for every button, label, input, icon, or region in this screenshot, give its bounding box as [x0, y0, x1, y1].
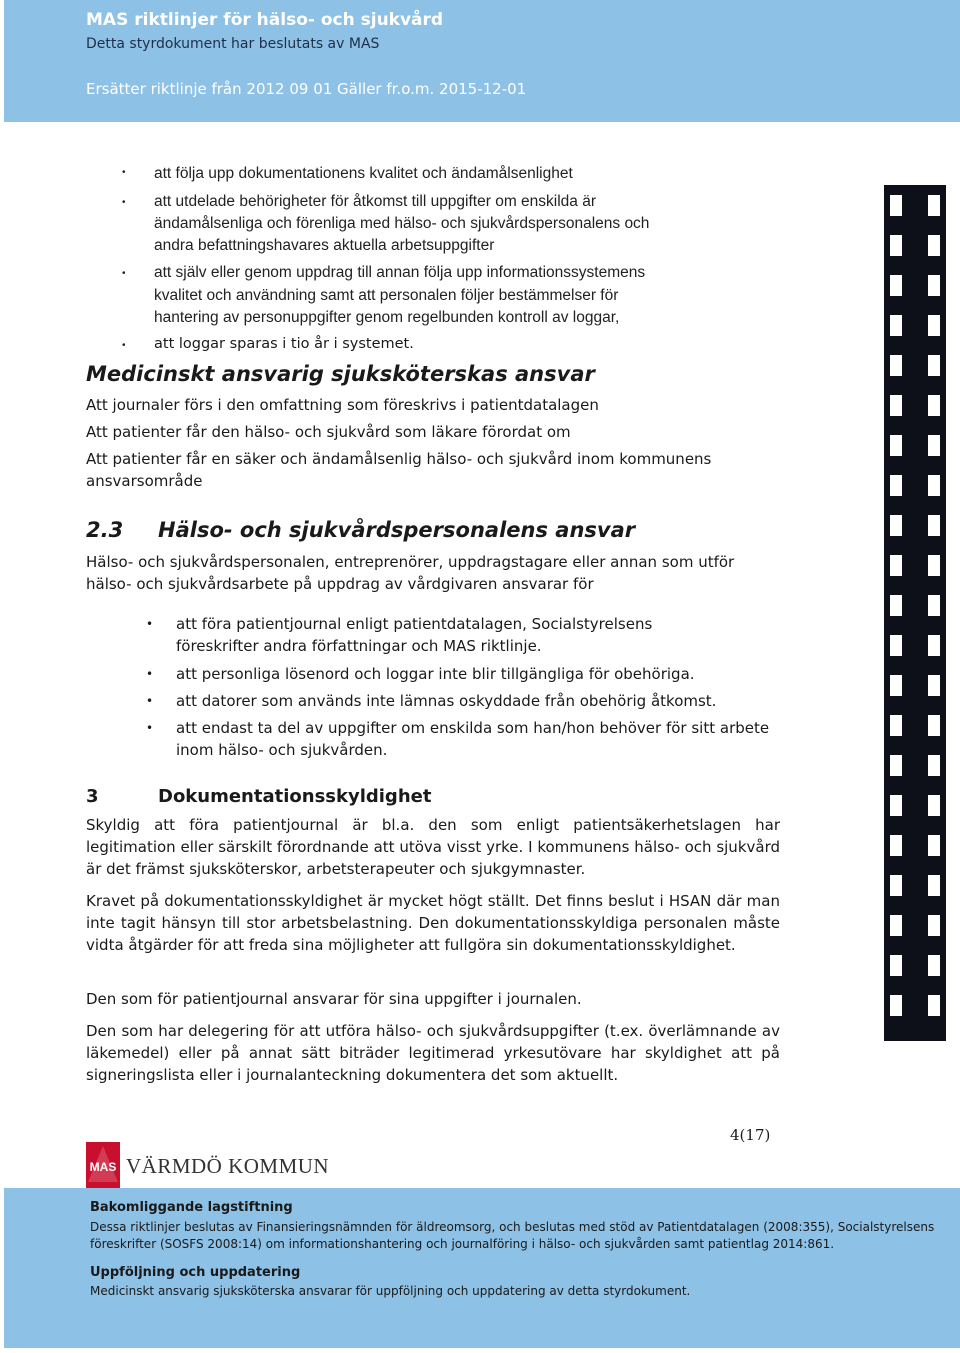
bullet-dot: • [146, 667, 154, 681]
paragraph: Den som har delegering för att utföra hälso- och sjukvårdsuppgifter (t.ex. överlämnande av läkemedel) eller på annat sätt biträder legitimerad yrkesutövare har skyldighet att på signeringslista eller i journalanteckning dokumentera det som aktuellt. [86, 1022, 780, 1084]
section-heading-2-3: Hälso- och sjukvårdspersonalens ansvar [158, 518, 636, 542]
list-item: att själv eller genom uppdrag till annan följa upp informationssystemens [154, 264, 646, 281]
film-hole [890, 435, 902, 456]
film-hole [890, 955, 902, 976]
film-hole [928, 595, 940, 616]
footer-followup-line: Medicinskt ansvarig sjuksköterska ansvarar för uppföljning och uppdatering av detta styrdokument. [90, 1284, 691, 1298]
film-hole [928, 795, 940, 816]
film-hole [928, 555, 940, 576]
bullet-dot: • [146, 721, 154, 735]
paragraph: Skyldig att föra patientjournal är bl.a. den som enligt patientsäkerhetslagen har legitimation eller särskilt förordnande att utöva visst yrke. I kommunens hälso- och sjukvård är det främst sjuksköterskor, arbetsterapeuter och sjukgymnaster. [86, 816, 780, 878]
list-item: att följa upp dokumentationens kvalitet och ändamålsenlighet [154, 165, 573, 182]
section-number-3: 3 [86, 786, 99, 807]
film-hole [890, 355, 902, 376]
film-hole [890, 475, 902, 496]
film-hole [890, 875, 902, 896]
film-hole [890, 235, 902, 256]
footer-legal-line: Dessa riktlinjer beslutas av Finansieringsnämnden för äldreomsorg, och beslutas med stöd av Patientdatalagen (2008:355), Socialstyrelsens [90, 1220, 935, 1234]
list-item: att loggar sparas i tio år i systemet. [154, 336, 414, 352]
film-hole [890, 675, 902, 696]
bullet-dot: • [122, 340, 126, 351]
list-item [146, 663, 766, 685]
section-intro-line: Hälso- och sjukvårdspersonalen, entreprenörer, uppdragstagare eller annan som utför [86, 553, 735, 571]
list-item: andra befattningshavares aktuella arbetsuppgifter [154, 237, 495, 254]
list-item-text: att personliga lösenord och loggar inte blir tillgängliga för obehöriga. [176, 665, 695, 683]
film-hole [928, 395, 940, 416]
list-item: ändamålsenliga och förenliga med hälso- och sjukvårdspersonalens och [154, 215, 650, 232]
film-hole [890, 715, 902, 736]
bullet-dot: • [122, 197, 126, 208]
footer-followup-heading: Uppföljning och uppdatering [90, 1265, 301, 1280]
film-hole [928, 835, 940, 856]
validity-line: Ersätter riktlinje från 2012 09 01 Gäller fr.o.m. 2015-12-01 [86, 80, 527, 98]
film-hole [928, 515, 940, 536]
section-heading-mas: Medicinskt ansvarig sjuksköterskas ansvar [86, 362, 595, 386]
film-hole [890, 315, 902, 336]
film-hole [890, 595, 902, 616]
footer-legal-heading: Bakomliggande lagstiftning [90, 1200, 293, 1215]
list-item [146, 690, 766, 712]
film-hole [890, 515, 902, 536]
list-item [146, 717, 770, 761]
bullet-dot: • [122, 167, 126, 178]
film-hole [890, 755, 902, 776]
film-hole [890, 835, 902, 856]
document-title: MAS riktlinjer för hälso- och sjukvård [86, 10, 444, 30]
bullet-dot: • [146, 617, 154, 631]
film-strip-decoration [884, 185, 946, 1041]
film-hole [928, 435, 940, 456]
film-hole [928, 875, 940, 896]
film-hole [928, 315, 940, 336]
section-number-2-3: 2.3 [86, 518, 124, 542]
paragraph: Kravet på dokumentationsskyldighet är mycket högt ställt. Det finns beslut i HSAN där man inte tagit hänsyn till stor arbetsbelastning. Den dokumentationsskyldiga personalen måste vidta åtgärder för att freda sina möjligheter att fullgöra sin dokumentationsskyldighet. [86, 892, 780, 954]
list-item-text: att datorer som används inte lämnas oskyddade från obehörig åtkomst. [176, 692, 717, 710]
film-hole [928, 475, 940, 496]
page-number: 4(17) [730, 1126, 771, 1144]
varmdo-kommun-logo [86, 1142, 335, 1188]
svg-text:MAS: MAS [89, 1160, 117, 1174]
list-item-text: att föra patientjournal enligt patientdatalagen, Socialstyrelsens föreskrifter andra författningar och MAS riktlinje. [176, 615, 653, 655]
section-heading-3: Dokumentationsskyldighet [158, 786, 432, 807]
film-hole [928, 275, 940, 296]
mas-line: Att patienter får en säker och ändamålsenlig hälso- och sjukvård inom kommunens [86, 450, 712, 468]
mas-line: Att patienter får den hälso- och sjukvård som läkare förordat om [86, 423, 571, 441]
film-hole [890, 555, 902, 576]
bullet-dot: • [146, 694, 154, 708]
film-hole [928, 915, 940, 936]
film-hole [890, 995, 902, 1016]
film-hole [928, 235, 940, 256]
film-hole [890, 635, 902, 656]
list-item: kvalitet och användning samt att personalen följer bestämmelser för [154, 287, 619, 304]
header-band [4, 0, 960, 122]
document-subtitle: Detta styrdokument har beslutats av MAS [86, 36, 380, 52]
bullet-dot: • [122, 268, 126, 279]
film-hole [890, 795, 902, 816]
film-hole [928, 635, 940, 656]
film-hole [928, 955, 940, 976]
footer-band [4, 1188, 960, 1348]
film-hole [890, 395, 902, 416]
section-intro-line: hälso- och sjukvårdsarbete på uppdrag av vårdgivaren ansvarar för [86, 575, 594, 593]
paragraph: Den som för patientjournal ansvarar för sina uppgifter i journalen. [86, 990, 582, 1008]
logo-text: VÄRMDÖ KOMMUN [126, 1154, 330, 1178]
film-hole [928, 755, 940, 776]
film-hole [928, 675, 940, 696]
film-hole [890, 915, 902, 936]
list-item: hantering av personuppgifter genom regelbunden kontroll av loggar, [154, 309, 620, 326]
film-hole [890, 275, 902, 296]
list-item: att utdelade behörigheter för åtkomst till uppgifter om enskilda är [154, 193, 596, 210]
film-hole [928, 715, 940, 736]
film-hole [928, 195, 940, 216]
mas-line: Att journaler förs i den omfattning som föreskrivs i patientdatalagen [86, 396, 599, 414]
footer-legal-line: föreskrifter (SOSFS 2008:14) om informationshantering och journalföring i hälso- och sjukvården samt patientlag 2014:861. [90, 1237, 835, 1251]
list-item-text: att endast ta del av uppgifter om enskilda som han/hon behöver för sitt arbete inom hälso- och sjukvården. [176, 719, 770, 759]
film-hole [928, 995, 940, 1016]
mas-line: ansvarsområde [86, 472, 203, 490]
list-item [146, 613, 766, 657]
film-hole [928, 355, 940, 376]
film-hole [890, 195, 902, 216]
